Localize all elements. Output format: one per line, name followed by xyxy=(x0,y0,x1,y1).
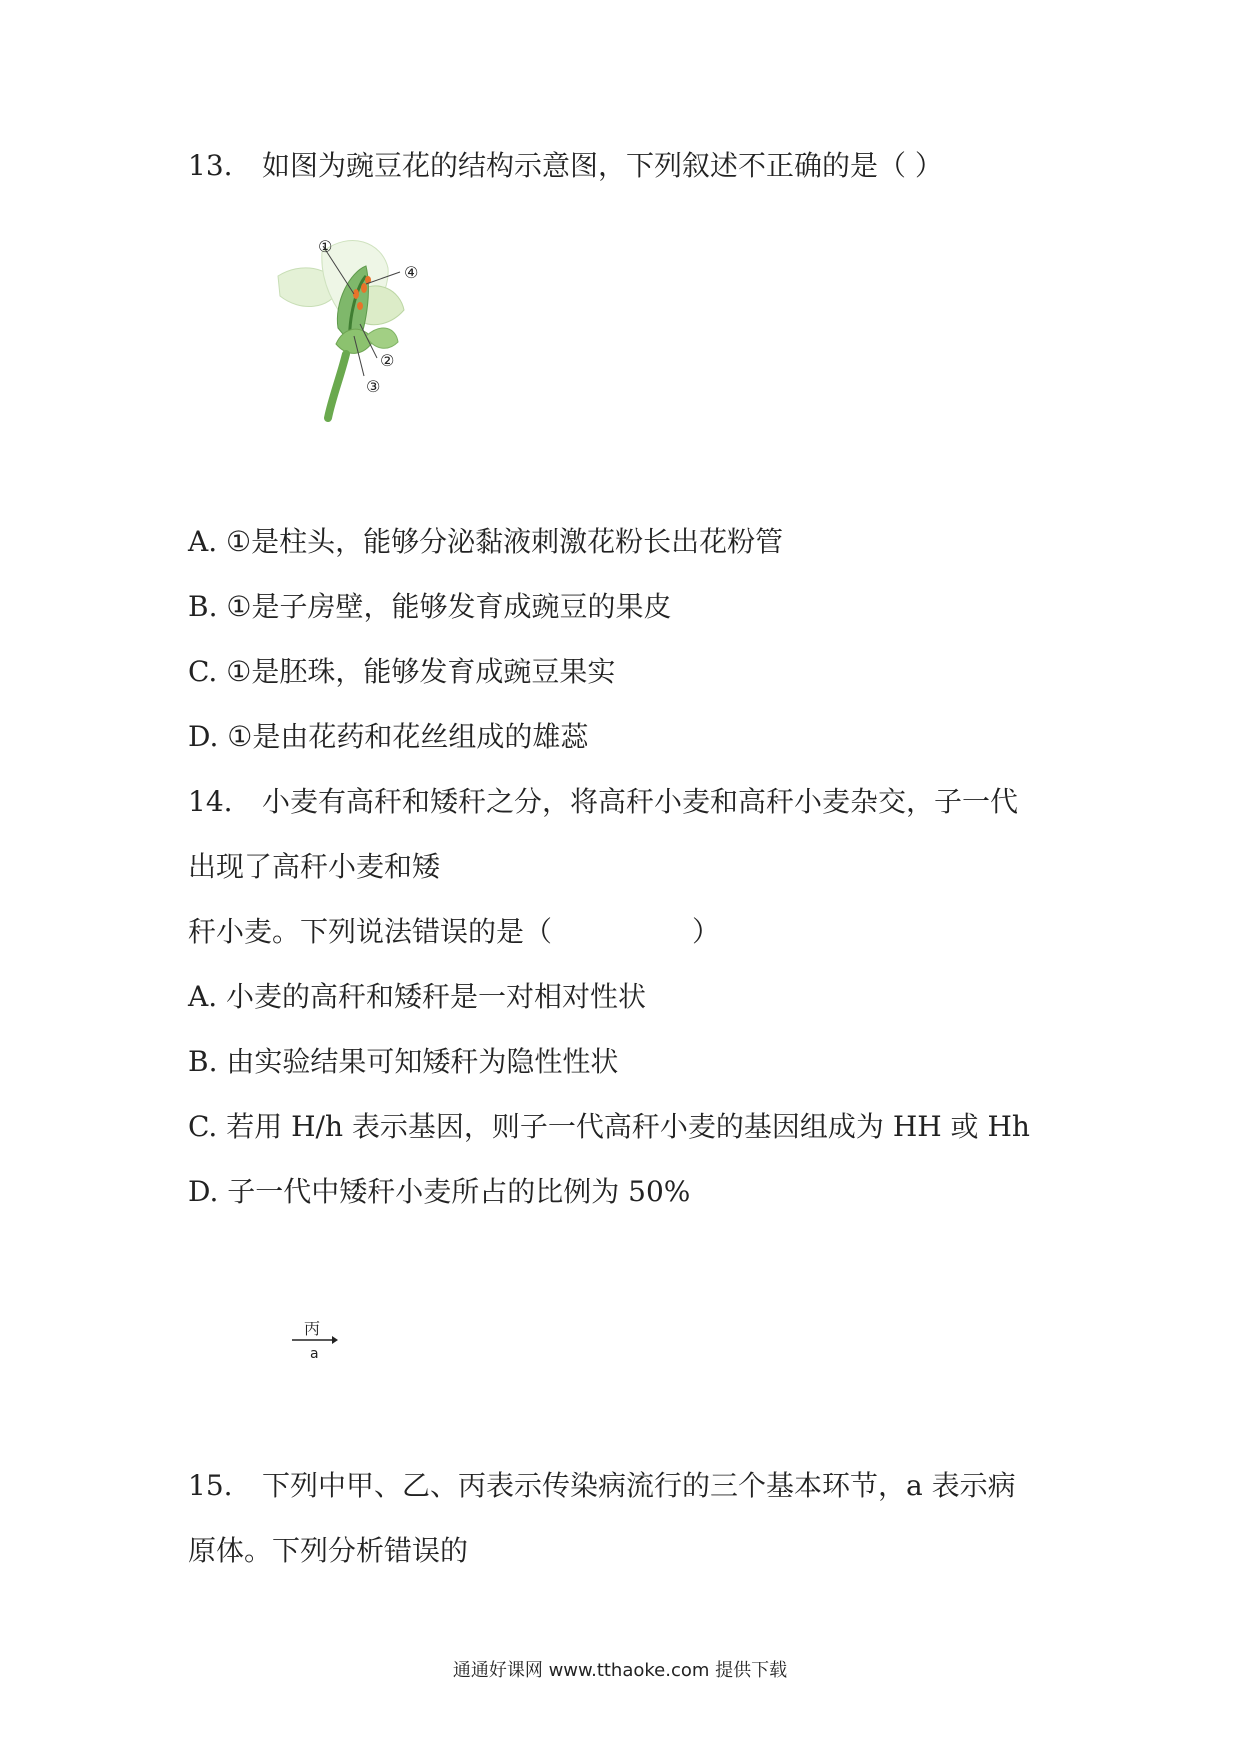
q13-option-a: A. ①是柱头，能够分泌黏液刺激花粉长出花粉管 xyxy=(188,525,784,558)
q14-option-d: D. 子一代中矮秆小麦所占的比例为 50% xyxy=(188,1175,691,1208)
pea-flower-illustration xyxy=(270,232,450,424)
q14-option-a: A. 小麦的高秆和矮秆是一对相对性状 xyxy=(188,980,647,1013)
arrow-top-label: 丙 xyxy=(304,1319,321,1338)
figure-label-1: ① xyxy=(318,237,333,256)
q14-option-c: C. 若用 H/h 表示基因，则子一代高秆小麦的基因组成为 HH 或 Hh xyxy=(188,1110,1030,1143)
transmission-arrow-figure xyxy=(290,1318,340,1362)
q13-stem: 如图为豌豆花的结构示意图，下列叙述不正确的是（ ） xyxy=(262,149,943,182)
q13-option-d: D. ①是由花药和花丝组成的雄蕊 xyxy=(188,720,589,753)
q13-stem-line xyxy=(188,146,943,186)
q15-stem-line1 xyxy=(188,1466,1016,1506)
figure-label-4: ④ xyxy=(404,263,419,282)
q14-stem-line3: 秆小麦。下列说法错误的是（ ） xyxy=(188,915,721,948)
q13-option-b: B. ①是子房壁，能够发育成豌豆的果皮 xyxy=(188,590,672,623)
q15-stem-line2: 原体。下列分析错误的 xyxy=(188,1534,469,1567)
arrow-diagram xyxy=(290,1318,340,1362)
q14-option-b: B. 由实验结果可知矮秆为隐性性状 xyxy=(188,1045,619,1078)
arrow-bottom-label: a xyxy=(310,1346,319,1362)
q14-number: 14. xyxy=(188,785,233,818)
figure-label-3: ③ xyxy=(366,377,381,396)
q15-stem-1: 下列中甲、乙、丙表示传染病流行的三个基本环节，a 表示病 xyxy=(262,1469,1016,1502)
arrow-head-icon xyxy=(332,1336,338,1344)
q14-stem-line2: 出现了高秆小麦和矮 xyxy=(188,850,441,883)
q13-number: 13. xyxy=(188,149,233,182)
q14-stem-line1 xyxy=(188,782,1018,822)
figure-label-2: ② xyxy=(380,351,395,370)
q13-option-c: C. ①是胚珠，能够发育成豌豆果实 xyxy=(188,655,616,688)
q15-number: 15. xyxy=(188,1469,233,1502)
q14-stem-1: 小麦有高秆和矮秆之分，将高秆小麦和高秆小麦杂交，子一代 xyxy=(262,785,1019,818)
pea-flower-diagram xyxy=(270,232,450,424)
page-footer: 通通好课网 www.tthaoke.com 提供下载 xyxy=(452,1660,788,1681)
